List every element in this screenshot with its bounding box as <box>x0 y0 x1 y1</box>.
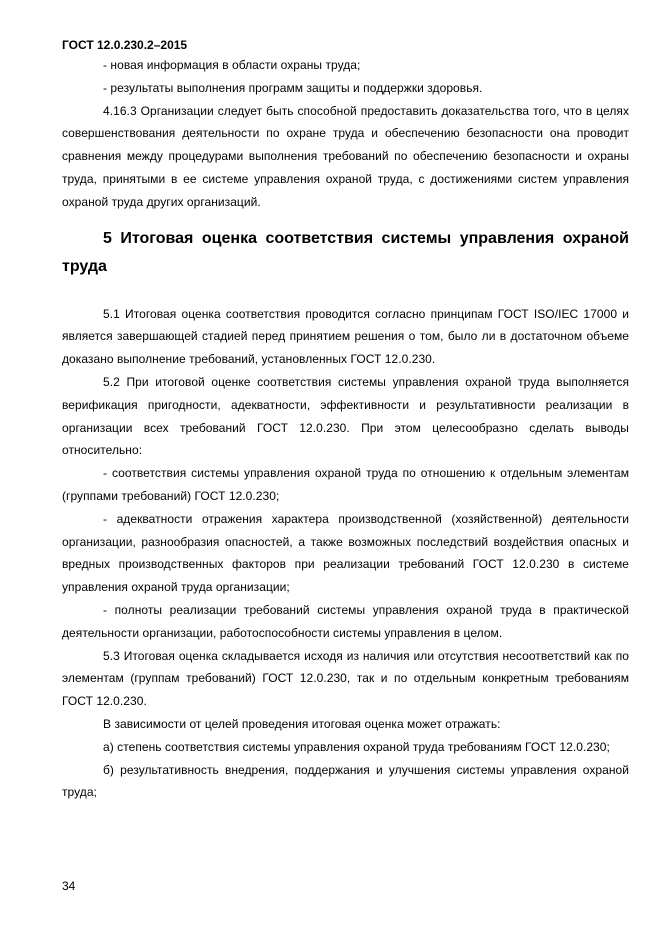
page-number: 34 <box>62 879 76 893</box>
document-page <box>62 36 629 804</box>
document-header: ГОСТ 12.0.230.2–2015 <box>62 38 188 52</box>
paragraph: 5.2 При итоговой оценке соответствия системы управления охраной труда выполняется верификация пригодности, адекватности, эффективности и результативности реализации в организации всех требований ГОСТ 12.0.230. При этом целесообразно сделать выводы относительно: <box>62 374 629 458</box>
paragraph: - новая информация в области охраны труда; <box>103 58 361 72</box>
paragraph: б) результативность внедрения, поддержания и улучшения системы управления охраной труда; <box>62 762 629 800</box>
paragraph: - адекватности отражения характера производственной (хозяйственной) деятельности организации, разнообразия опасностей, а также возможных последствий воздействия опасных и вредных производственных факторов при реализации требований ГОСТ 12.0.230 в системе управления охраной труда организации; <box>62 511 629 595</box>
paragraph: 4.16.3 Организации следует быть способной предоставить доказательства того, что в целях совершенствования деятельности по охране труда и обеспечению безопасности она проводит сравнения между процедурами выполнения требований по обеспечению безопасности и охраны труда, принятыми в ее системе управления охраной труда, с достижениями систем управления охраной труда других организаций. <box>62 103 629 209</box>
section-heading: 5 Итоговая оценка соответствия системы управления охраной труда <box>62 229 629 275</box>
paragraph: - результаты выполнения программ защиты и поддержки здоровья. <box>103 80 483 95</box>
paragraph: а) степень соответствия системы управления охраной труда требованиям ГОСТ 12.0.230; <box>103 739 610 754</box>
paragraph: 5.1 Итоговая оценка соответствия проводится согласно принципам ГОСТ ISO/IEC 17000 и является завершающей стадией перед принятием решения о том, было ли в достаточном объеме доказано выполнение требований, установленных ГОСТ 12.0.230. <box>62 306 629 367</box>
paragraph: - соответствия системы управления охраной труда по отношению к отдельным элементам (группами требований) ГОСТ 12.0.230; <box>62 466 629 503</box>
paragraph: В зависимости от целей проведения итоговая оценка может отражать: <box>103 716 501 731</box>
paragraph: - полноты реализации требований системы управления охраной труда в практической деятельности организации, работоспособности системы управления в целом. <box>62 602 629 640</box>
paragraph: 5.3 Итоговая оценка складывается исходя из наличия или отсутствия несоответствий как по элементам (группам требований) ГОСТ 12.0.230, так и по отдельным конкретным требованиям ГОСТ 12.0.230. <box>62 648 629 709</box>
